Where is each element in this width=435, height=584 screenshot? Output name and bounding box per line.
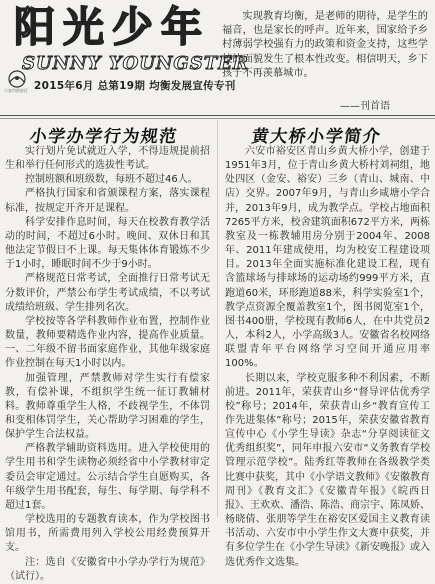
article-paragraph: 严格执行国家和省颁课程方案，落实课程标准，按规定开齐开足课程。 — [5, 188, 210, 214]
school-profile-article — [225, 145, 430, 570]
article-note: 注：选自《安徽省中小学办学行为规范》（试行）。 — [5, 556, 210, 582]
issue-info: 2015年6月 总第19期 均衡发展宣传专刊 — [34, 80, 236, 92]
article-paragraph: 学校选用的专题教育读本，作为学校图书馆用书，所需费用列入学校公用经费预算开支。 — [5, 514, 210, 554]
article-paragraph: 加强管理，严禁教师对学生实行有偿家教，有偿补课，不组织学生统一征订教辅材料。教师尊重学生人格，不歧视学生，不体罚和变相体罚学生，关心帮助学习困难的学生，保护学生合法权益。 — [5, 372, 210, 441]
regulations-article — [5, 145, 210, 584]
article-paragraph: 科学安排作息时间，每天在校教育教学活动的时间，不超过6小时。晚间、双休日和其他法定节假日不上课。每天集体体育锻炼不少于1小时，睡眠时间不少于9小时。 — [5, 216, 210, 271]
article-paragraph: 六安市裕安区青山乡黄大桥小学，创建于1951年3月，位于青山乡黄大桥村刘祠组，地处四区（金安、裕安）三乡（青山、城南、中店）交界。2007年9月，与青山乡咸塘小学合并，2013年9月，成为教学点。学校占地面积7265平方米，校舍建筑面积672平方米，两栋教室及一栋教辅用房分别于2004年、2008年、2011年建成使用，均为校安工程建设项目。2013年全面实施标准化建设工程，现有含篮球场与排球场的运动场约999平方米，直跑道60米，环形跑道88米，科学实验室1个，教学点资源全覆盖教室1个，图书阅览室1个，图书400册，学校现有教师6人，在中共党员2人，本科2人，小学高级3人。安徽省名校网络联盟青年平台网络学习空间开通应用率100%。 — [225, 146, 430, 370]
newspaper-title: 阳光少年 — [14, 3, 210, 51]
editorial-intro: 实现教育均衡，是老师的期待，是学生的福音，也是家长的呼声。近年来，国家给予乡村薄弱学校强有力的政策和资金支持，这些学校的面貌发生了根本性改变。相信明天，乡下孩子不再羡慕城市。 — [222, 11, 428, 79]
masthead — [0, 0, 249, 95]
school-logo-icon — [4, 70, 30, 94]
article-paragraph: 长期以来，学校克服多种不利因素，不断前进。2011年，荣获青山乡“督导评估优秀学校”称号；2014年，荣获青山乡“教育宣传工作先进集体”称号；2015年，荣获安徽省教育宣传中心《小学生导读》杂志“分享阅读征文优秀组织奖”，同年申报六安市“义务教育学校管理示范学校”。陆秀红等教师在各级教学类比赛中获奖，其中《小学语文教师》《安徽教育周刊》《教育文汇》《安徽青年报》《皖西日报》、王欢欢、潘浩、陈浩、商宗宇、陈凤娇、杨晓倩、张朋等学生在裕安区爱国主义教育读书活动、六安市中小学生作文大赛中获奖，并有多位学生在《小学生导读》《新安晚报》或入选优秀作文选集。 — [225, 372, 430, 568]
article-paragraph: 严格教学辅助资料选用。进入学校使用的学生用书和学生读物必须经省中小学教材审定委员会审定通过。公示结合学生自愿购买，各年级学生用书配套，每生、每学期、每学科不超过1套。 — [5, 443, 210, 511]
editorial-signature: ——刊首语 — [340, 101, 390, 112]
article-paragraph: 严格规范日常考试，全面推行日常考试无分数评价，严禁公布学生考试成绩，不以考试成绩给班级、学生排列名次。 — [5, 273, 210, 313]
article-paragraph: 控制班额和班级数，每班不超过46人。 — [25, 174, 198, 186]
column-divider — [217, 120, 218, 517]
article-paragraph: 实行划片免试就近入学，不得违规提前招生和举行任何形式的选拔性考试。 — [5, 146, 210, 172]
left-column-title: 小学办学行为规范 — [28, 127, 180, 147]
right-column-title: 黄大桥小学简介 — [250, 127, 383, 147]
article-paragraph: 学校按等各学科教师作业布置，控制作业数量，教师要精选作业内容，提高作业质量。一、二年级不留书面家庭作业，其他年级家庭作业控制在每天1小时以内。 — [5, 315, 210, 370]
newspaper-subtitle-en: SUNNY YOUNGSTER — [22, 53, 249, 74]
header-divider — [0, 115, 435, 119]
logo-caption: 六安市裕安区 — [4, 88, 28, 93]
